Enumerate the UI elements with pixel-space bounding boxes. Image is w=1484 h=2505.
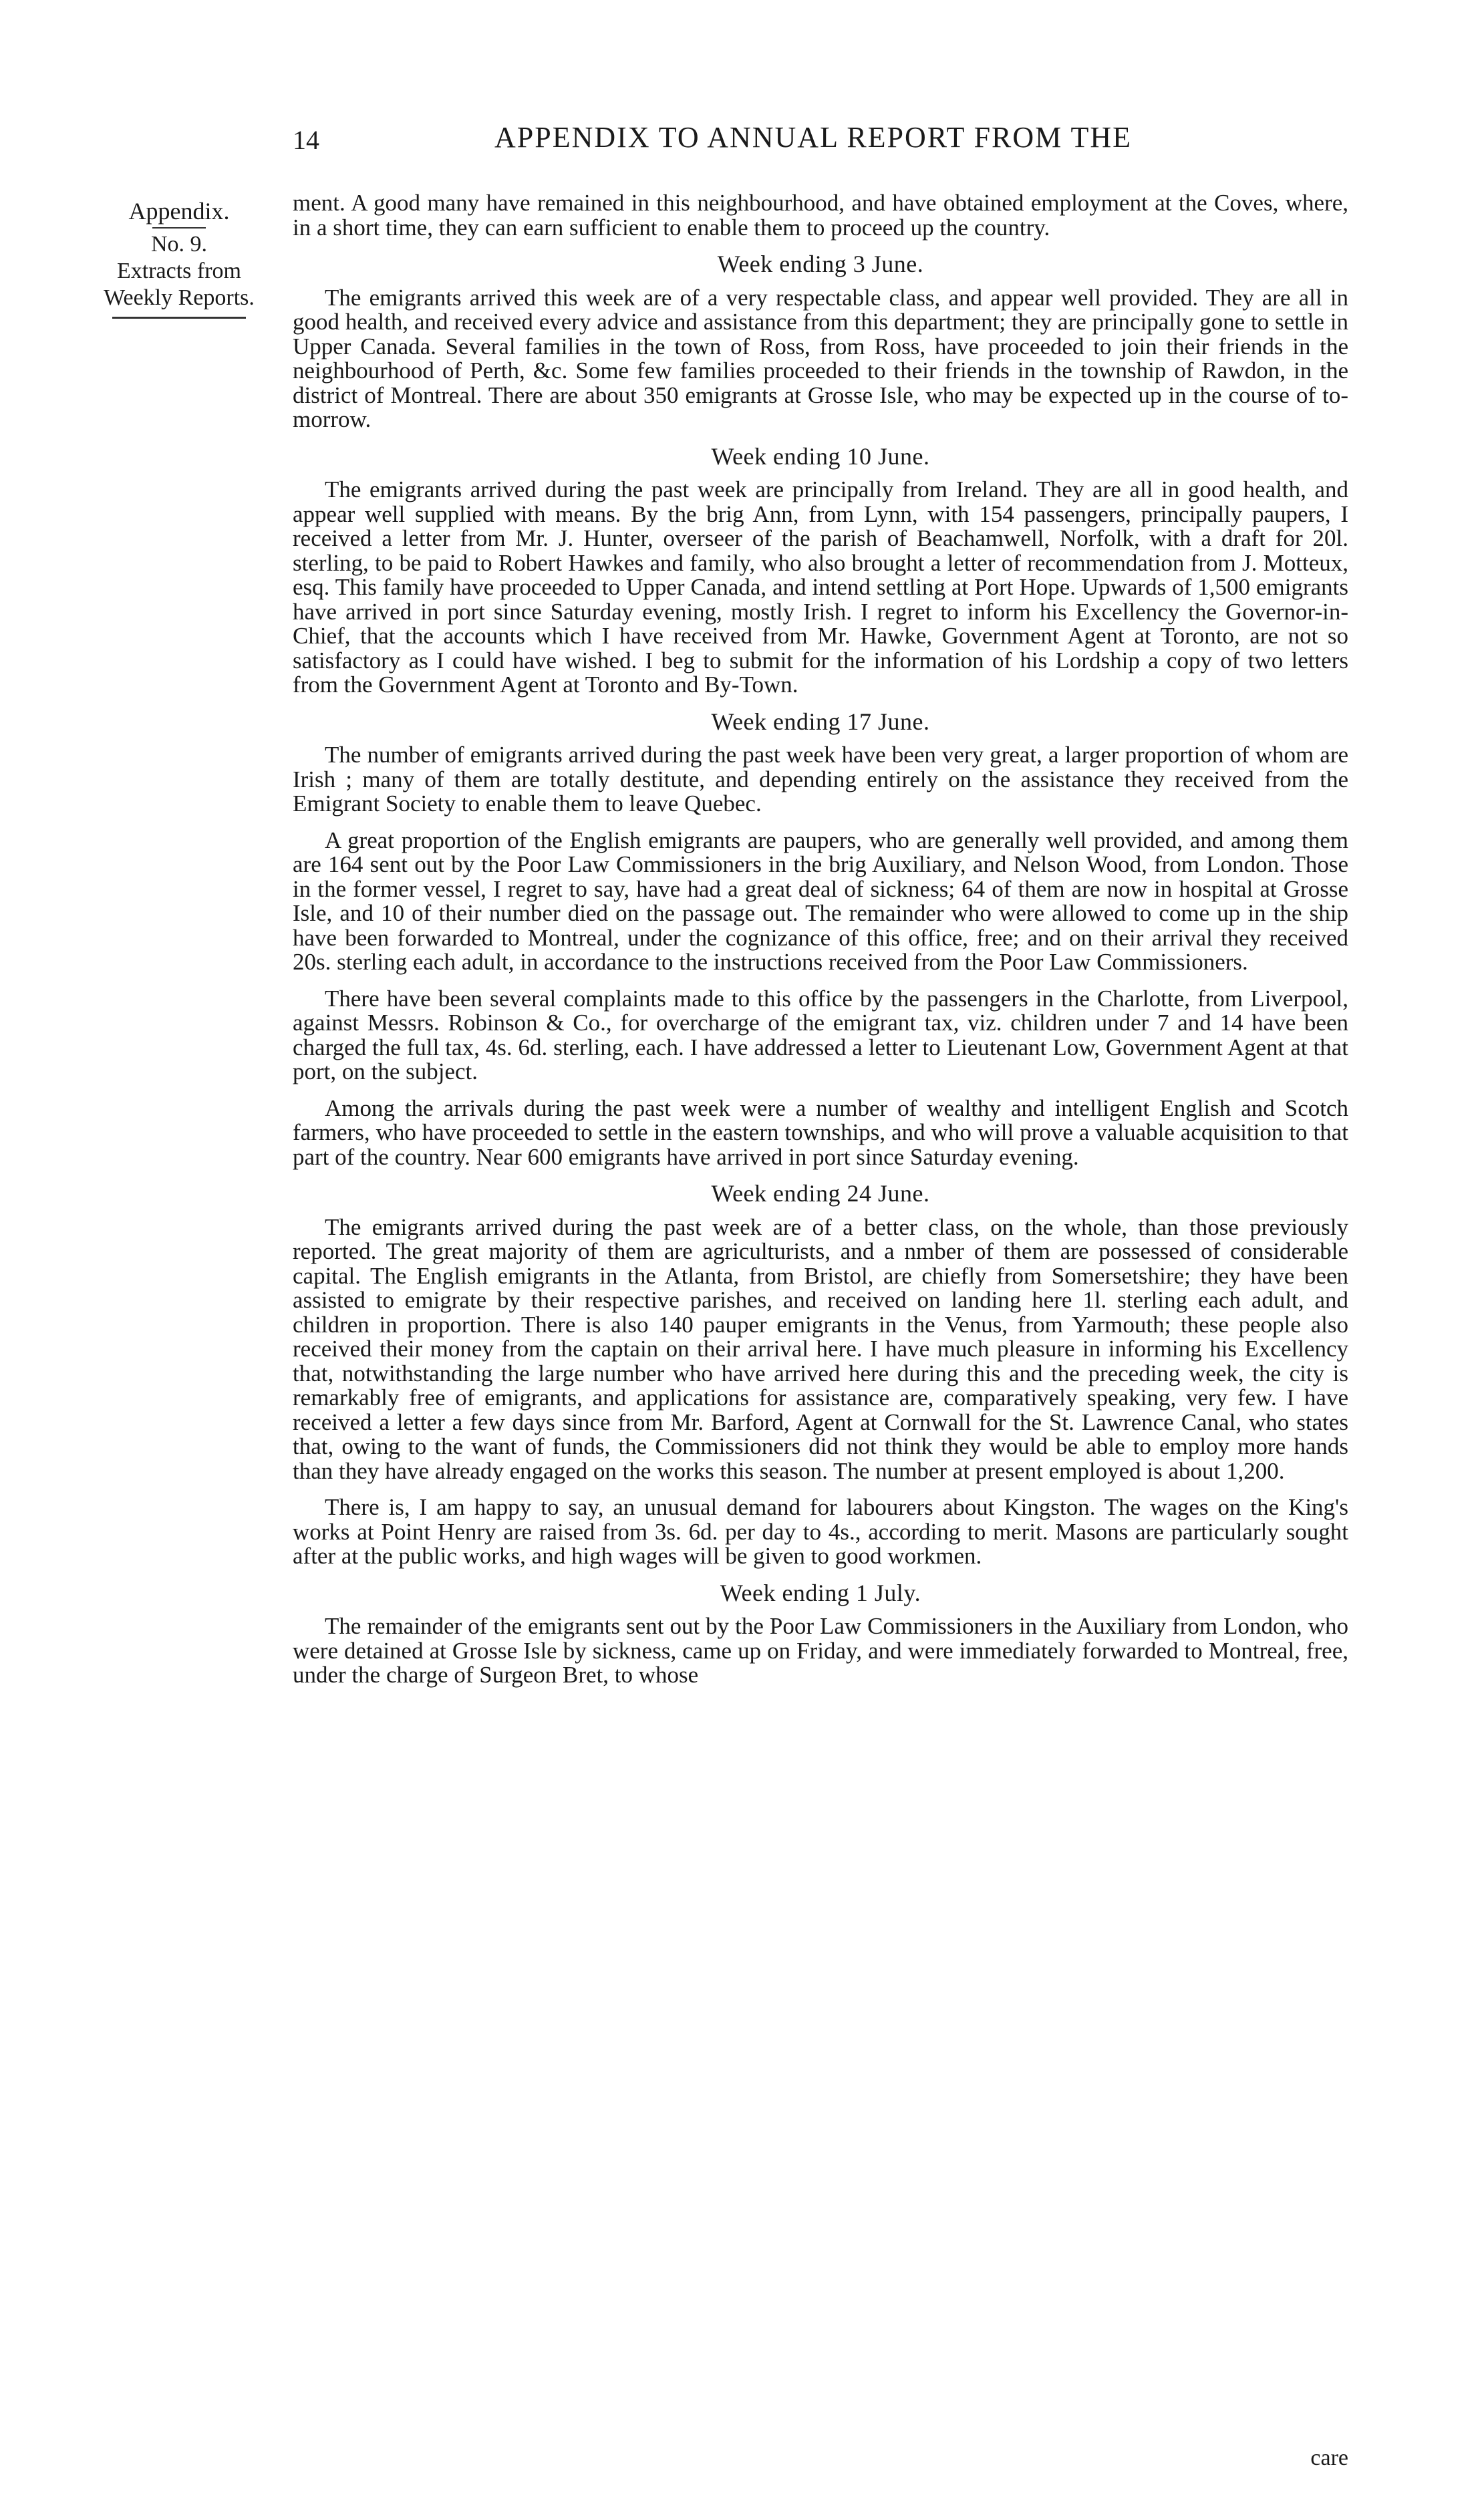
- paragraph-3-june: The emigrants arrived this week are of a very respectable class, and appear well provided. They are all in good health, and received every advice and assistance from this department; they are principally gone to settle in Upper Canada. Several families in the town of Ross, from Ross, have proceeded to join their friends in the neighbourhood of Perth, &c. Some few families proceeded to their friends in the township of Rawdon, in the district of Montreal. There are about 350 emigrants at Grosse Isle, who may be expected up in the course of to-morrow.: [293, 284, 1348, 432]
- paragraph-17-june-4: Among the arrivals during the past week were a number of wealthy and intelligent English and Scotch farmers, who have proceeded to settle in the eastern townships, and who will prove a valuable acquisition to that part of the country. Near 600 emigrants have arrived in port since Saturday evening.: [293, 1094, 1348, 1170]
- heading-week-24-june: Week ending 24 June.: [711, 1180, 930, 1207]
- heading-week-10-june: Week ending 10 June.: [711, 442, 930, 470]
- catchword: care: [1310, 2446, 1348, 2470]
- paragraph-17-june-1: The number of emigrants arrived during the past week have been very great, a larger proportion of whom are Irish ; many of them are totally destitute, and depending entirely on the assistance they received from the Emigrant Society to enable them to leave Quebec.: [293, 742, 1348, 817]
- margin-note-short-rule: [152, 227, 206, 229]
- heading-week-3-june: Week ending 3 June.: [717, 251, 924, 277]
- margin-note-number: No. 9.: [150, 232, 208, 257]
- margin-note-line1: Extracts from: [117, 259, 241, 283]
- paragraph-17-june-3: There have been several complaints made to this office by the passengers in the Charlotte, from Liverpool, against Messrs. Robinson & Co., for overcharge of the emigrant tax, viz. children under 7 and 14 have been charged the full tax, 4s. 6d. sterling, each. I have addressed a letter to Lieutenant Low, Government Agent at that port, on the subject.: [293, 985, 1348, 1084]
- paragraph-17-june-2: A great proportion of the English emigrants are paupers, who are generally well provided, and among them are 164 sent out by the Poor Law Commissioners in the brig Auxiliary, and Nelson Wood, from London. Those in the former vessel, I regret to say, have had a great deal of sickness; 64 of them are now in hospital at Grosse Isle, and 10 of their number died on the passage out. The remainder who were allowed to come up in the ship have been forwarded to Montreal, under the cognizance of this office, free; and on their arrival they received 20s. sterling each adult, in accordance to the instructions received from the Poor Law Commissioners.: [293, 827, 1348, 975]
- heading-week-1-july: Week ending 1 July.: [720, 1579, 921, 1606]
- paragraph-24-june-2: There is, I am happy to say, an unusual demand for labourers about Kingston. The wages on the King's works at Point Henry are raised from 3s. 6d. per day to 4s., according to merit. Masons are particularly sought after at the public works, and high wages will be given to good workmen.: [293, 1494, 1348, 1569]
- paragraph-24-june-1: The emigrants arrived during the past week are of a better class, on the whole, than those previously reported. The great majority of them are agriculturists, and a nmber of them are possessed of considerable capital. The English emigrants in the Atlanta, from Bristol, are chiefly from Somersetshire; they have been assisted to emigrate by their respective parishes, and received on landing here 1l. sterling each adult, and children in proportion. There is also 140 pauper emigrants in the Venus, from Yarmouth; these people also received their money from the captain on their arrival here. I have much pleasure in informing his Excellency that, notwithstanding the large number who have arrived here during this and the preceding week, the city is remarkably free of emigrants, and applications for assistance are, comparatively speaking, very few. I have received a letter a few days since from Mr. Barford, Agent at Cornwall for the St. Lawrence Canal, who states that, owing to the want of funds, the Commissioners did not think they would be able to employ more hands than they have already engaged on the works this season. The number at present employed is about 1,200.: [293, 1213, 1348, 1484]
- heading-week-17-june: Week ending 17 June.: [711, 708, 930, 735]
- margin-note-line2: Weekly Reports.: [104, 285, 255, 310]
- body-text: [293, 191, 1348, 1700]
- margin-note-title: Appendix.: [128, 198, 230, 225]
- paragraph-10-june: The emigrants arrived during the past week are principally from Ireland. They are all in good health, and appear well supplied with means. By the brig Ann, from Lynn, with 154 passengers, principally paupers, I received a letter from Mr. J. Hunter, overseer of the parish of Beachamwell, Norfolk, with a draft for 20l. sterling, to be paid to Robert Hawkes and family, who also brought a letter of recommendation from J. Motteux, esq. This family have proceeded to Upper Canada, and intend settling at Port Hope. Upwards of 1,500 emigrants have arrived in port since Saturday evening, mostly Irish. I regret to inform his Excellency the Governor-in-Chief, that the accounts which I have received from Mr. Hawke, Government Agent at Toronto, are not so satisfactory as I could have wished. I beg to submit for the information of his Lordship a copy of two letters from the Government Agent at Toronto and By-Town.: [293, 476, 1348, 698]
- page-number: 14: [293, 125, 319, 155]
- paragraph-1-july: The remainder of the emigrants sent out by the Poor Law Commissioners in the Auxiliary from London, who were detained at Grosse Isle by sickness, came up on Friday, and were immediately forwarded to Montreal, free, under the charge of Surgeon Bret, to whose: [293, 1613, 1348, 1688]
- margin-note: [79, 198, 279, 319]
- margin-note-rule: [112, 317, 246, 319]
- continuation-paragraph: ment. A good many have remained in this neighbourhood, and have obtained employment at the Coves, where, in a short time, they can earn sufficient to enable them to proceed up the country.: [293, 190, 1348, 241]
- running-title: APPENDIX TO ANNUAL REPORT FROM THE: [494, 121, 1133, 154]
